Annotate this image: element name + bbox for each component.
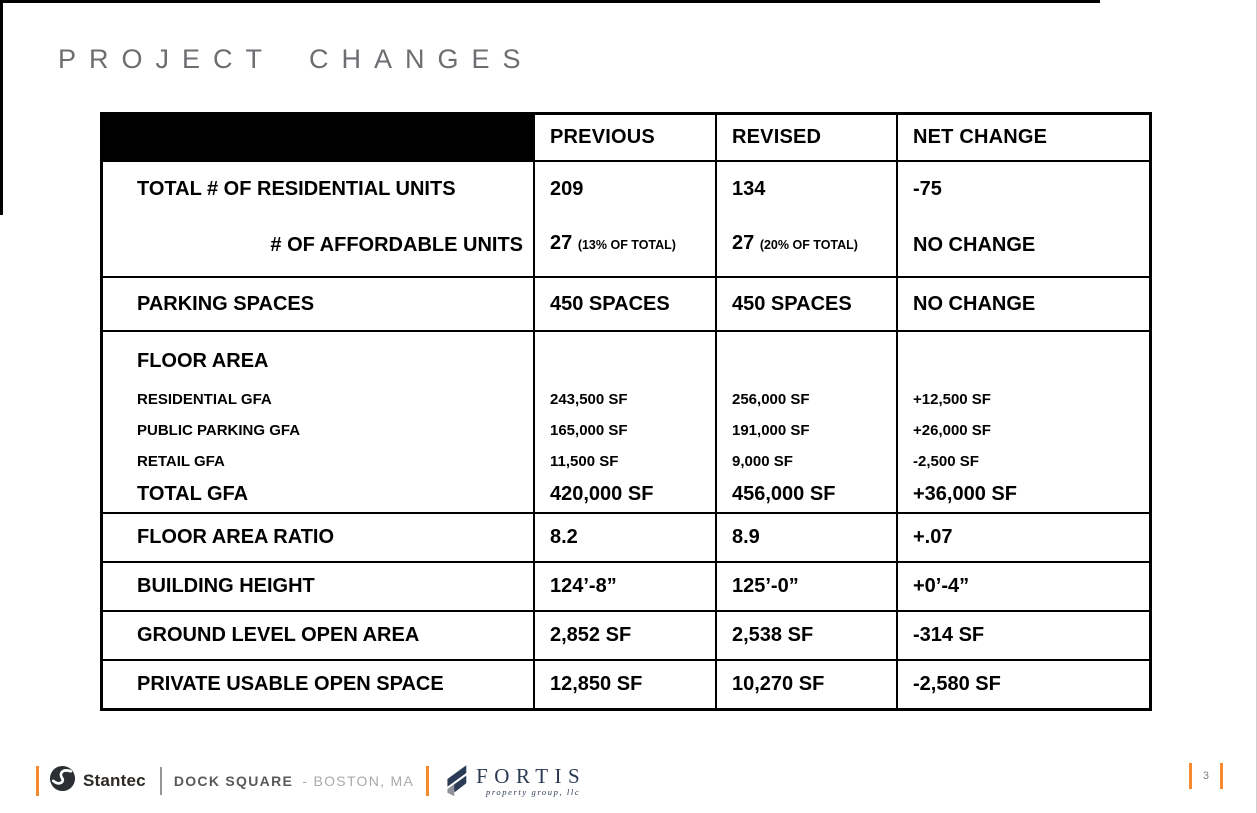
label-retail-gfa: RETAIL GFA xyxy=(137,453,225,470)
fortis-leaf-icon xyxy=(443,761,469,802)
cell-units-revised xyxy=(715,160,896,276)
label-residential-gfa: RESIDENTIAL GFA xyxy=(137,391,272,408)
cell-private-revised: 10,270 SF xyxy=(715,659,896,708)
value-public-parking-gfa-revised: 191,000 SF xyxy=(732,422,810,439)
project-name: DOCK SQUARE xyxy=(173,773,294,789)
value-affordable-net: NO CHANGE xyxy=(913,234,1036,256)
row-label-ground-open-area: GROUND LEVEL OPEN AREA xyxy=(103,610,533,659)
value-retail-gfa-previous: 11,500 SF xyxy=(550,453,619,470)
row-label-floor-area-ratio: FLOOR AREA RATIO xyxy=(103,512,533,561)
fortis-text-block xyxy=(476,763,587,797)
orange-divider-bar xyxy=(1220,763,1223,789)
orange-divider-bar xyxy=(1189,763,1192,789)
label-public-parking-gfa: PUBLIC PARKING GFA xyxy=(137,422,301,439)
page-number: 3 xyxy=(1202,770,1209,782)
project-changes-table xyxy=(100,112,1152,711)
cell-units-previous xyxy=(533,160,715,276)
value-retail-gfa-net: -2,500 SF xyxy=(913,453,979,470)
cell-parking-revised: 450 SPACES xyxy=(715,276,896,330)
value-residential-revised: 134 xyxy=(732,178,766,200)
orange-divider-bar xyxy=(36,766,39,796)
label-total-residential-units: TOTAL # OF RESIDENTIAL UNITS xyxy=(137,178,456,200)
row-label-floor-area xyxy=(103,330,533,512)
footer xyxy=(36,758,586,804)
value-total-gfa-previous: 420,000 SF xyxy=(550,482,654,505)
value-total-gfa-revised: 456,000 SF xyxy=(732,482,836,505)
value-residential-previous: 209 xyxy=(550,178,584,200)
value-public-parking-gfa-net: +26,000 SF xyxy=(913,422,991,439)
spacer xyxy=(913,338,1149,384)
cell-ground-net: -314 SF xyxy=(896,610,1149,659)
value-residential-net: -75 xyxy=(913,178,942,200)
cell-height-net: +0’-4” xyxy=(896,561,1149,610)
value-total-gfa-net: +36,000 SF xyxy=(913,482,1017,505)
page-number-block xyxy=(1189,763,1223,789)
value-residential-gfa-net: +12,500 SF xyxy=(913,391,991,408)
affordable-previous-count: 27 xyxy=(550,232,573,254)
affordable-revised-count: 27 xyxy=(732,232,755,254)
slide-left-edge xyxy=(0,0,3,215)
column-header-revised: REVISED xyxy=(715,115,896,160)
cell-height-revised: 125’-0” xyxy=(715,561,896,610)
project-title xyxy=(174,773,414,789)
row-label-parking: PARKING SPACES xyxy=(103,276,533,330)
column-header-net-change: NET CHANGE xyxy=(896,115,1149,160)
affordable-previous-note: (13% OF TOTAL) xyxy=(577,238,676,252)
label-affordable-units: # OF AFFORDABLE UNITS xyxy=(270,234,523,256)
cell-height-previous: 124’-8” xyxy=(533,561,715,610)
value-residential-gfa-previous: 243,500 SF xyxy=(550,391,628,408)
page-title: PROJECT CHANGES xyxy=(58,44,534,74)
fortis-subtitle: property group, llc xyxy=(485,786,581,797)
cell-far-net: +.07 xyxy=(896,512,1149,561)
orange-divider-bar xyxy=(426,766,429,796)
row-label-building-height: BUILDING HEIGHT xyxy=(103,561,533,610)
fortis-wordmark: FORTIS xyxy=(476,763,587,788)
fortis-logo xyxy=(443,761,586,802)
value-public-parking-gfa-previous: 165,000 SF xyxy=(550,422,628,439)
cell-private-previous: 12,850 SF xyxy=(533,659,715,708)
value-affordable-previous xyxy=(550,231,715,257)
label-total-gfa: TOTAL GFA xyxy=(137,482,249,505)
spacer xyxy=(732,338,896,384)
spacer xyxy=(550,338,715,384)
cell-floor-area-previous xyxy=(533,330,715,512)
stantec-wordmark: Stantec xyxy=(83,771,146,790)
stantec-swirl-icon xyxy=(49,765,76,797)
cell-ground-previous: 2,852 SF xyxy=(533,610,715,659)
cell-units-net xyxy=(896,160,1149,276)
project-location: - BOSTON, MA xyxy=(302,773,415,789)
gray-divider-bar xyxy=(160,767,162,795)
cell-ground-revised: 2,538 SF xyxy=(715,610,896,659)
cell-floor-area-revised xyxy=(715,330,896,512)
cell-parking-net: NO CHANGE xyxy=(896,276,1149,330)
value-affordable-revised xyxy=(732,231,896,257)
slide-top-edge xyxy=(0,0,1100,3)
value-retail-gfa-revised: 9,000 SF xyxy=(732,453,793,470)
table-header-corner xyxy=(103,115,533,160)
label-floor-area: FLOOR AREA xyxy=(137,349,269,372)
value-residential-gfa-revised: 256,000 SF xyxy=(732,391,810,408)
cell-parking-previous: 450 SPACES xyxy=(533,276,715,330)
row-label-residential-units xyxy=(103,160,533,276)
row-label-private-open-space: PRIVATE USABLE OPEN SPACE xyxy=(103,659,533,708)
cell-far-previous: 8.2 xyxy=(533,512,715,561)
column-header-previous: PREVIOUS xyxy=(533,115,715,160)
cell-private-net: -2,580 SF xyxy=(896,659,1149,708)
affordable-revised-note: (20% OF TOTAL) xyxy=(759,238,858,252)
cell-far-revised: 8.9 xyxy=(715,512,896,561)
cell-floor-area-net xyxy=(896,330,1149,512)
stantec-logo xyxy=(49,765,146,797)
